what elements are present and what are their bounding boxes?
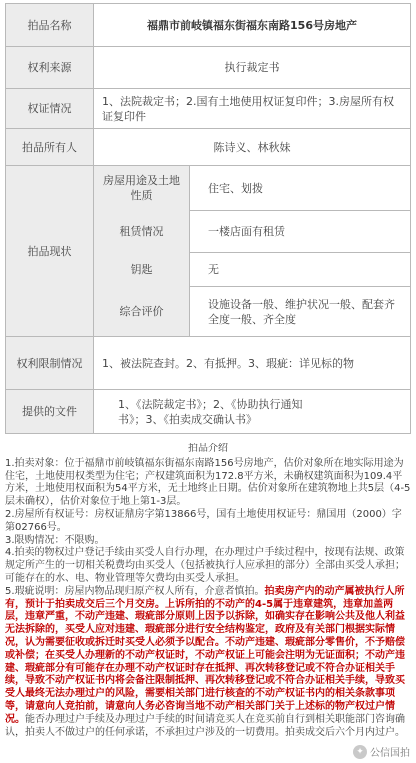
label-item-name: 拍品名称	[27, 18, 72, 32]
value-owner: 陈诗义、林秋妹	[213, 140, 291, 154]
label-owner: 拍品所有人	[22, 140, 77, 154]
defect-note-warning: 拍卖房产内的动产属被执行人所有，预计于拍卖成交后三个月交房。上诉所拍的不动产的4-5属于违章建筑，违章加盖两层，违章严重，不动产违建、瑕疵部分原则上因予以拆除，如确实存在影响公共及他人利益无法拆除的，买受人应对违建、瑕疵部分进行安全结构鉴定，政府及有关部门根据实际情况，认为需要征收或拆迁时买受人必须予以配合。不动产违建、瑕疵部分零售价，不予赔偿或补偿；在买受人办理新的不动产权证时，不动产权证上可能会注明为无证面积；不动产违建、瑕疵部分有可能存在办理不动产权证时存在抵押、再次转移登记或不符合办证相关手续，导致不动产权证书内将会备注限制抵押、再次转移登记或不符合办证相关手续，导致买受人最终无法办理过户的风险，需要相关部门进行核查的不动产权证书内的相关条款事项等，请意向人竞拍前，请意向人务必咨询当地不动产相关部门关于上述标的物产权过户情况。	[5, 585, 405, 725]
sub-label-key: 钥匙	[130, 263, 153, 276]
intro-title: 拍品介绍	[188, 443, 228, 454]
item-introduction	[5, 443, 411, 759]
label-restrictions: 权利限制情况	[16, 356, 83, 370]
defect-note-lead: 5.瑕疵说明：房屋内物品现归原产权人所有，介意者慎拍。	[5, 585, 265, 597]
sub-value-evaluation: 设施设备一般、维护状况一般、配套齐全度一般、齐全度	[208, 297, 395, 326]
watermark-text: 公信国拍	[370, 748, 410, 759]
sub-value-lease: 一楼店面有租赁	[208, 225, 285, 238]
sub-label-usage: 房屋用途及土地性质	[103, 174, 180, 202]
label-right-source: 权利来源	[27, 61, 72, 74]
label-documents: 提供的文件	[22, 405, 77, 418]
value-right-source: 执行裁定书	[224, 61, 280, 74]
wechat-icon: ✦	[353, 745, 367, 759]
label-current-status: 拍品现状	[27, 244, 72, 258]
watermark	[353, 744, 410, 759]
value-item-name: 福鼎市前岐镇福东街福东南路156号房地产	[147, 18, 357, 32]
label-certificates: 权证情况	[27, 102, 72, 115]
defect-note-tail: 能否办理过户手续及办理过户手续的时间请竞买人在竞买前自行到相关职能部门咨询确认，拍卖人不做过户的任何承诺，不承担过户涉及的一切费用。拍卖成交后六个月内过户。	[5, 713, 405, 738]
sub-label-lease: 租赁情况	[119, 225, 164, 238]
value-restrictions: 1、被法院查封。2、有抵押。3、瑕疵：详见标的物	[102, 356, 354, 370]
intro-paragraph-1: 1.拍卖对象：位于福鼎市前岐镇福东街福东南路156号房地产，估价对象所在地实际用途为住宅，土地使用权类型为住宅；产权建筑面积为172.8平方米，未确权建筑面积为109.4平方米，土地使用权面积为54平方米，无土地终止日期。估价对象所在建筑物地上共5层（4-5层未确权），估价对象位于地上第1-3层。	[5, 457, 411, 508]
value-certificates: 1、法院裁定书；2.国有土地使用权证复印件；3.房屋所有权证复印件	[102, 94, 394, 123]
intro-paragraph-5	[5, 586, 411, 740]
intro-paragraph-3: 3.限购情况：不限购。	[5, 534, 105, 546]
value-documents: 1、《法院裁定书》；2、《协助执行通知书》；3、《拍卖成交确认书》	[118, 397, 303, 426]
intro-paragraph-2: 2.房屋所有权证号：房权证鼎房字第13866号，国有土地使用权证号：鼎国用（2000）字第02766号。	[5, 508, 402, 533]
sub-value-usage: 住宅、划拨	[208, 181, 263, 195]
sub-value-key: 无	[208, 263, 219, 276]
sub-label-evaluation: 综合评价	[119, 305, 164, 318]
intro-paragraph-4: 4.拍卖的物权过户登记手续由买受人自行办理，在办理过户手续过程中，按现有法规、政策规定所产生的一切相关税费均由买受人（包括被执行人应承担的部分）全部由买受人承担；可能存在的水、电、物业管理等欠费均由买受人承担。	[5, 547, 405, 584]
